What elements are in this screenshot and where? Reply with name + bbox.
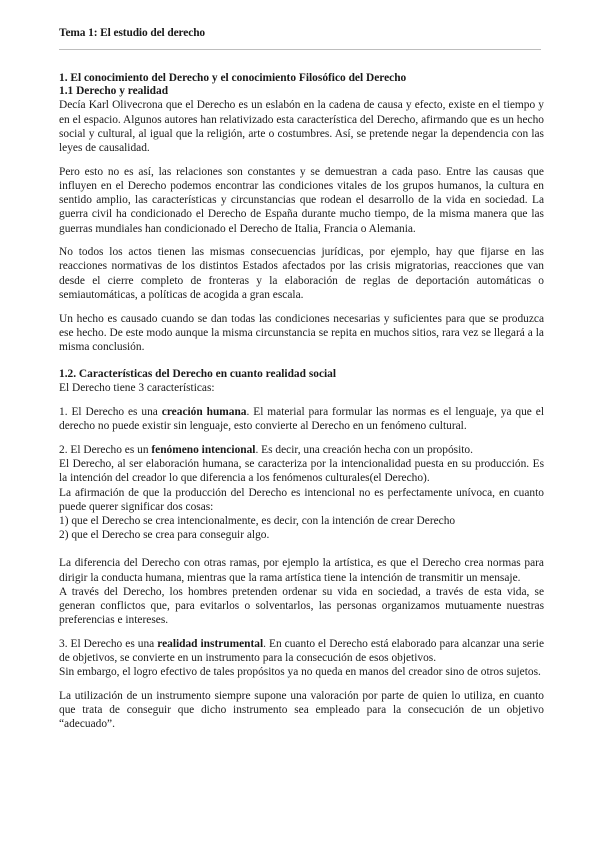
characteristic-1 — [59, 405, 544, 433]
paragraph: La afirmación de que la producción del Derecho es intencional no es perfectamente unívoca, en cuanto puede querer significar dos cosas: — [59, 486, 544, 513]
paragraph: Un hecho es causado cuando se dan todas las condiciones necesarias y suficientes para que se produzca ese hecho. De este modo aunque la misma circunstancia se repita en muchos sitios, rara vez se llegará a la misma conclusión. — [59, 312, 544, 353]
paragraph: La diferencia del Derecho con otras ramas, por ejemplo la artística, es que el Derecho crea normas para dirigir la conducta humana, mientras que la rama artística tiene la intención de transmitir un mensaje. — [59, 557, 544, 584]
running-header: Tema 1: El estudio del derecho — [59, 27, 206, 39]
text-run: . Es decir, una creación hecha con un propósito. — [255, 443, 473, 456]
subsection-heading: 1.2. Características del Derecho en cuanto realidad social — [59, 368, 337, 381]
text-run: 2. El Derecho es un — [59, 443, 152, 456]
subsection-heading: 1.1 Derecho y realidad — [59, 85, 169, 98]
paragraph: La utilización de un instrumento siempre supone una valoración por parte de quien lo utiliza, en cuanto que trata de conseguir que dicho instrumento sea empleado para la consecución de un objetivo “adecuado”. — [59, 690, 544, 731]
paragraph: Pero esto no es así, las relaciones son constantes y se demuestran a cada paso. Entre las causas que influyen en el Derecho podemos encontrar las condiciones vitales de los grupos humanos, la cultura en sentido amplio, las características y circunstancias que rodean el desarrollo de la vida en sociedad. La guerra civil ha condicionado el Derecho de España durante mucho tiempo, de la misma manera que las guerras mundiales han condicionado el Derecho de Italia, Francia o Alemania. — [59, 165, 544, 235]
paragraph: Decía Karl Olivecrona que el Derecho es un eslabón en la cadena de causa y efecto, existe en el tiempo y en el espacio. Algunos autores han relativizado esta característica del Derecho, afirmando que es un hecho social y cultural, al igual que la religión, arte o costumbres. Así, se pretende negar la dependencia con las leyes de causalidad. — [59, 99, 544, 155]
list-item: 1) que el Derecho se crea intencionalmente, es decir, con la intención de crear Derecho — [59, 514, 456, 527]
text-run: 3. El Derecho es una — [59, 637, 158, 650]
header-rule — [59, 49, 541, 50]
text-run: . En cuanto el Derecho está elaborado para alcanzar una serie de objetivos, se convierte en un instrumento para la consecución de esos objetivos. — [59, 637, 544, 665]
characteristic-3 — [59, 637, 544, 665]
list-item: 2) que el Derecho se crea para conseguir algo. — [59, 529, 270, 542]
emphasis: creación humana — [161, 406, 247, 419]
characteristic-2 — [59, 443, 544, 457]
emphasis: realidad instrumental — [157, 637, 264, 650]
paragraph: No todos los actos tienen las mismas consecuencias jurídicas, por ejemplo, hay que fijarse en las reacciones normativas de los distintos Estados afectados por las crisis migratorias, reacciones que van desde el cierre completo de fronteras y la elaboración de reglas de deportación automáticas o semiautomáticas, a políticas de acogida a gran escala. — [59, 246, 544, 301]
text-run: 1. El Derecho es una — [59, 406, 162, 419]
paragraph: A través del Derecho, los hombres pretenden ordenar su vida en sociedad, a través de esta vida, se generan conflictos que, para evitarlos o solventarlos, las personas organizamos mutuamente nuestras preferencias e intereses. — [59, 585, 544, 627]
text-run: . El material para formular las normas es el lenguaje, ya que el derecho no puede existir sin lenguaje, esto convierte al Derecho en un fenómeno cultural. — [59, 406, 545, 433]
emphasis: fenómeno intencional — [151, 443, 256, 456]
paragraph: El Derecho tiene 3 características: — [59, 382, 215, 395]
paragraph: Sin embargo, el logro efectivo de tales propósitos ya no queda en manos del creador sino de otros sujetos. — [59, 666, 541, 679]
paragraph: El Derecho, al ser elaboración humana, se caracteriza por la intencionalidad puesta en su producción. Es la intención del creador lo que diferencia a los fenómenos culturales(el Derecho). — [59, 458, 544, 485]
section-heading: 1. El conocimiento del Derecho y el conocimiento Filosófico del Derecho — [59, 72, 407, 84]
